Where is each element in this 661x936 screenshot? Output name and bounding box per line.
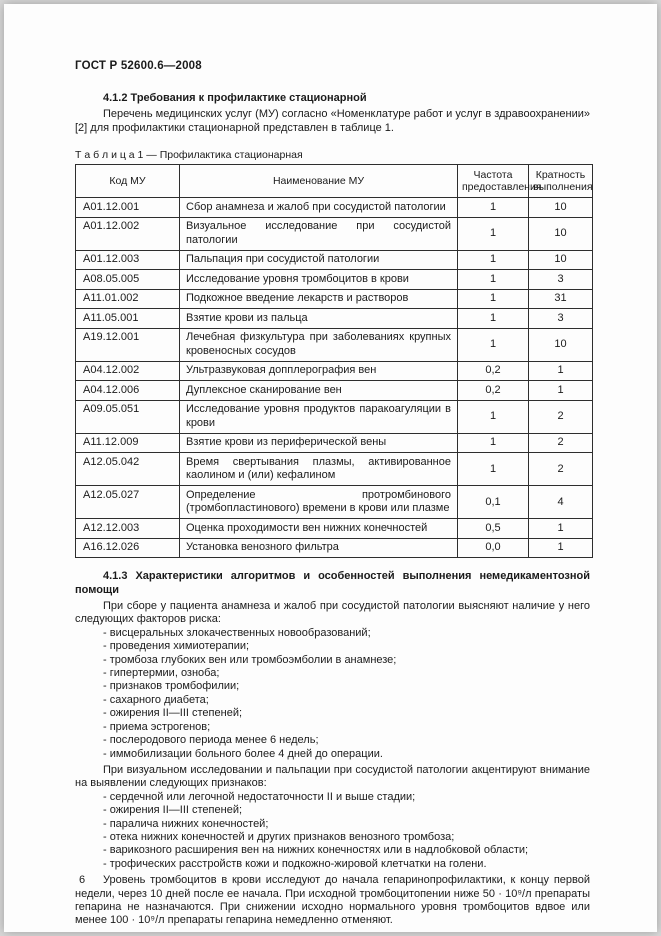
cell-name: Дуплексное сканирование вен	[180, 381, 458, 401]
list-item: - отека нижних конечностей и других признаков венозного тромбоза;	[103, 830, 455, 843]
cell-name: Взятие крови из периферической вены	[180, 433, 458, 453]
paragraph-risk-factors: При сборе у пациента анамнеза и жалоб при сосудистой патологии выясняют наличие у него следующих факторов риска:	[75, 600, 590, 626]
section-4-1-2-intro: Перечень медицинских услуг (МУ) согласно «Номенклатуре работ и услуг в здравоохранении» [2] для профилактики стационарной представлен в таблице 1.	[75, 108, 590, 134]
cell-frequency: 1	[458, 250, 529, 270]
cell-code: А09.05.051	[76, 400, 180, 433]
cell-name: Подкожное введение лекарств и растворов	[180, 289, 458, 309]
cell-multiplicity: 1	[529, 519, 593, 539]
list-item: - трофических расстройств кожи и подкожно-жировой клетчатки на голени.	[103, 857, 487, 870]
table-row	[76, 381, 593, 401]
page-content	[75, 60, 593, 928]
column-header-code: Код МУ	[76, 165, 180, 198]
cell-name: Пальпация при сосудистой патологии	[180, 250, 458, 270]
services-table	[75, 164, 593, 558]
cell-code: А04.12.002	[76, 361, 180, 381]
list-item: - признаков тромбофилии;	[103, 680, 240, 693]
list-item: - сердечной или легочной недостаточности II и выше стадии;	[103, 790, 416, 803]
cell-code: А12.05.027	[76, 486, 180, 519]
list-item: - приема эстрогенов;	[103, 720, 211, 733]
cell-multiplicity: 10	[529, 328, 593, 361]
document-title: ГОСТ Р 52600.6—2008	[75, 60, 202, 72]
table-row	[76, 217, 593, 250]
cell-name: Определение протромбинового (тромбопластинового) времени в крови или плазме	[180, 486, 458, 519]
cell-multiplicity: 10	[529, 217, 593, 250]
table-row	[76, 486, 593, 519]
cell-name: Исследование уровня тромбоцитов в крови	[180, 270, 458, 290]
cell-multiplicity: 10	[529, 250, 593, 270]
cell-code: А01.12.002	[76, 217, 180, 250]
cell-multiplicity: 2	[529, 400, 593, 433]
cell-name: Лечебная физкультура при заболеваниях крупных кровеносных сосудов	[180, 328, 458, 361]
cell-frequency: 0,2	[458, 361, 529, 381]
signs-list	[75, 791, 590, 871]
list-item: - паралича нижних конечностей;	[103, 817, 269, 830]
cell-code: А12.05.042	[76, 453, 180, 486]
cell-frequency: 1	[458, 289, 529, 309]
cell-code: А08.05.005	[76, 270, 180, 290]
cell-frequency: 1	[458, 217, 529, 250]
cell-multiplicity: 2	[529, 453, 593, 486]
list-item: - ожирения II—III степеней;	[103, 804, 243, 817]
list-item: - иммобилизации больного более 4 дней до операции.	[103, 747, 383, 760]
table-row	[76, 538, 593, 558]
cell-frequency: 0,1	[458, 486, 529, 519]
cell-name: Сбор анамнеза и жалоб при сосудистой патологии	[180, 198, 458, 218]
column-header-name: Наименование МУ	[180, 165, 458, 198]
table-header-row	[76, 165, 593, 198]
paragraph-examination-signs: При визуальном исследовании и пальпации при сосудистой патологии акцентируют внимание на выявлении следующих признаков:	[75, 763, 590, 790]
list-item: - тромбоза глубоких вен или тромбоэмболии в анамнезе;	[103, 653, 397, 666]
cell-frequency: 0,2	[458, 381, 529, 401]
page-number: 6	[79, 874, 86, 886]
table-row	[76, 250, 593, 270]
cell-multiplicity: 3	[529, 309, 593, 329]
cell-multiplicity: 3	[529, 270, 593, 290]
cell-name: Время свертывания плазмы, активированное каолином и (или) кефалином	[180, 453, 458, 486]
cell-name: Взятие крови из пальца	[180, 309, 458, 329]
table-caption: Т а б л и ц а 1 — Профилактика стационарная	[75, 149, 303, 162]
cell-code: А19.12.001	[76, 328, 180, 361]
risk-factors-list	[75, 627, 590, 761]
cell-code: А01.12.003	[76, 250, 180, 270]
cell-frequency: 1	[458, 433, 529, 453]
cell-frequency: 1	[458, 309, 529, 329]
list-item: - варикозного расширения вен на нижних конечностях или в надлобковой области;	[103, 844, 529, 857]
table-row	[76, 361, 593, 381]
table-row	[76, 400, 593, 433]
cell-frequency: 1	[458, 198, 529, 218]
table-row	[76, 328, 593, 361]
cell-name: Исследование уровня продуктов паракоагуляции в крови	[180, 400, 458, 433]
paragraph-platelet-monitoring: Уровень тромбоцитов в крови исследуют до начала гепаринопрофилактики, к концу первой недели, через 10 дней после ее начала. При исходной тромбоцитопении ниже 50 · 10⁹/л препараты гепарина не назначаются. При снижении исходно нормального уровня тромбоцитов вдвое или менее 100 · 10⁹/л препараты гепарина немедленно отменяют.	[75, 874, 590, 927]
cell-multiplicity: 1	[529, 361, 593, 381]
column-header-frequency: Частота предоставления	[458, 165, 529, 198]
cell-code: А11.05.001	[76, 309, 180, 329]
table-row	[76, 453, 593, 486]
table-row	[76, 433, 593, 453]
document-page	[4, 4, 657, 932]
cell-name: Ультразвуковая допплерография вен	[180, 361, 458, 381]
cell-multiplicity: 4	[529, 486, 593, 519]
cell-frequency: 1	[458, 400, 529, 433]
list-item: - гипертермии, озноба;	[103, 667, 220, 680]
cell-name: Оценка проходимости вен нижних конечностей	[180, 519, 458, 539]
table-row	[76, 270, 593, 290]
section-4-1-2-heading: 4.1.2 Требования к профилактике стационарной	[103, 92, 367, 104]
section-4-1-3-heading: 4.1.3 Характеристики алгоритмов и особенностей выполнения немедикаментозной помощи	[75, 570, 590, 596]
cell-code: А16.12.026	[76, 538, 180, 558]
cell-code: А01.12.001	[76, 198, 180, 218]
table-row	[76, 519, 593, 539]
table-row	[76, 289, 593, 309]
column-header-multiplicity: Кратность выполнения	[529, 165, 593, 198]
cell-code: А12.12.003	[76, 519, 180, 539]
cell-name: Визуальное исследование при сосудистой патологии	[180, 217, 458, 250]
cell-multiplicity: 1	[529, 381, 593, 401]
list-item: - проведения химиотерапии;	[103, 640, 250, 653]
cell-frequency: 1	[458, 453, 529, 486]
cell-frequency: 0,0	[458, 538, 529, 558]
list-item: - ожирения II—III степеней;	[103, 707, 243, 720]
cell-frequency: 0,5	[458, 519, 529, 539]
cell-multiplicity: 1	[529, 538, 593, 558]
list-item: - сахарного диабета;	[103, 693, 209, 706]
cell-multiplicity: 2	[529, 433, 593, 453]
cell-multiplicity: 10	[529, 198, 593, 218]
cell-multiplicity: 31	[529, 289, 593, 309]
cell-code: А04.12.006	[76, 381, 180, 401]
list-item: - послеродового периода менее 6 недель;	[103, 734, 319, 747]
cell-frequency: 1	[458, 270, 529, 290]
cell-name: Установка венозного фильтра	[180, 538, 458, 558]
cell-code: А11.01.002	[76, 289, 180, 309]
cell-code: А11.12.009	[76, 433, 180, 453]
table-row	[76, 309, 593, 329]
list-item: - висцеральных злокачественных новообразований;	[103, 626, 371, 639]
table-row	[76, 198, 593, 218]
cell-frequency: 1	[458, 328, 529, 361]
